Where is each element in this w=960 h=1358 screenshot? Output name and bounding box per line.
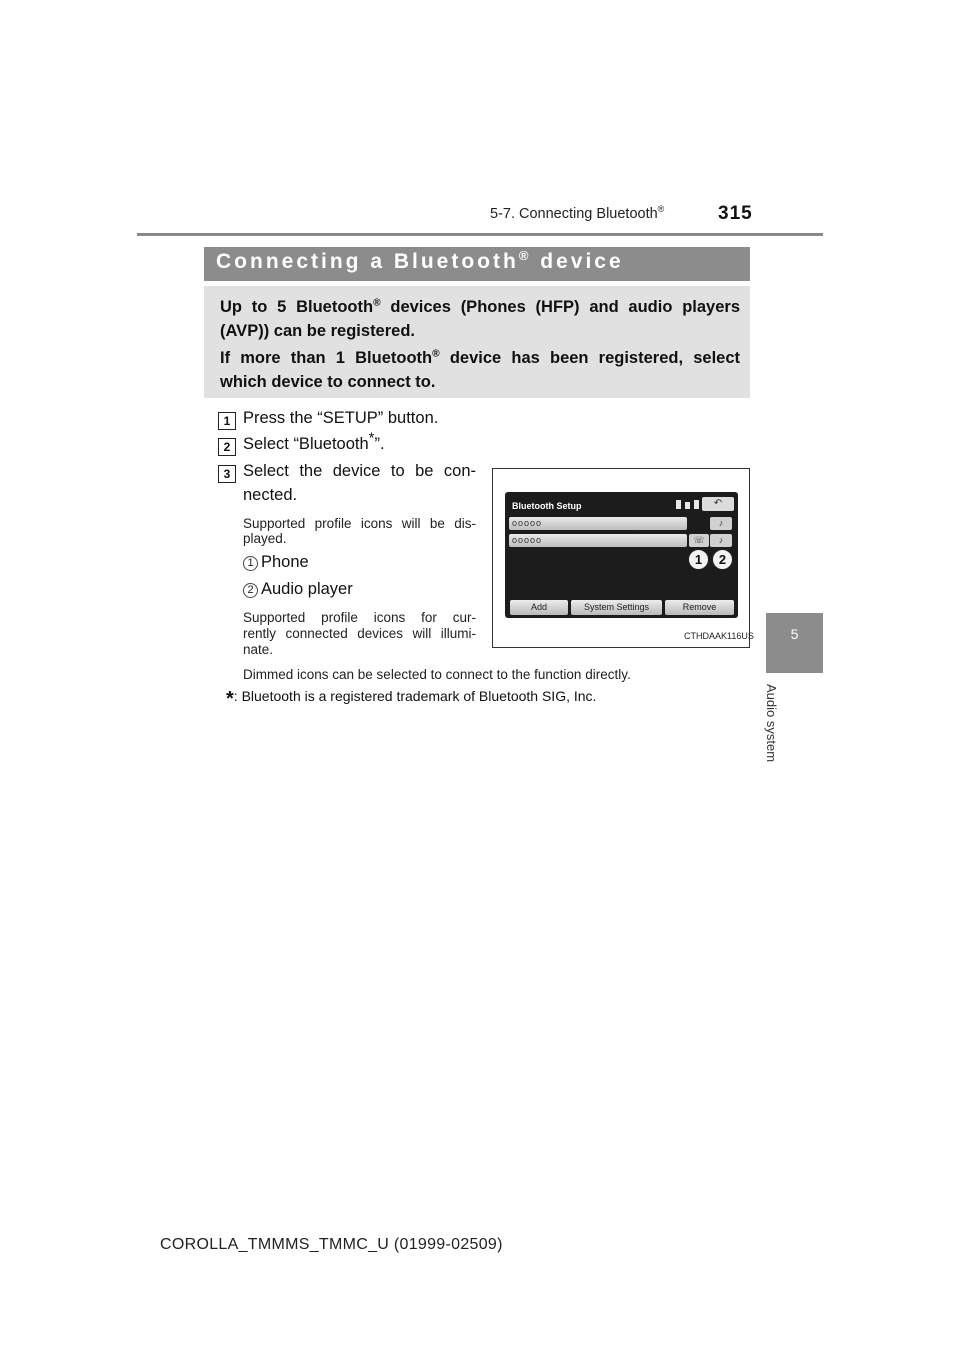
remove-button[interactable]: Remove (665, 600, 734, 615)
header-rule (137, 233, 823, 236)
item-number: 2 (243, 583, 258, 598)
note-text: rently connected devices will illumi- (243, 626, 476, 641)
item-number: 1 (243, 556, 258, 571)
callout-1: 1 (688, 549, 709, 570)
note-text: played. (243, 531, 287, 546)
callout-2: 2 (712, 549, 733, 570)
phone-icon[interactable]: ☏ (689, 534, 709, 547)
item-label: Audio player (261, 580, 353, 598)
step-number: 3 (218, 465, 236, 483)
intro-line-3: If more than 1 Bluetooth® device has been registered, select (220, 348, 741, 367)
battery-icon (694, 500, 699, 509)
step-number: 2 (218, 438, 236, 456)
device-row[interactable]: ooooo (509, 517, 687, 530)
chapter-label: Audio system (764, 684, 779, 763)
chapter-tab (766, 613, 823, 673)
step-number: 1 (218, 412, 236, 430)
bluetooth-status-icon (676, 500, 681, 509)
figure-code: CTHDAAK116US (684, 631, 754, 641)
step-text: Press the “SETUP” button. (243, 409, 439, 427)
intro-line-2: (AVP)) can be registered. (220, 322, 415, 340)
document-footer: COROLLA_TMMMS_TMMC_U (01999-02509) (160, 1236, 503, 1253)
audio-player-icon[interactable]: ♪ (710, 517, 732, 530)
step-text: Select “Bluetooth*”. (243, 430, 385, 453)
note-text: Dimmed icons can be selected to connect to the function directly. (243, 667, 631, 682)
intro-line-4: which device to connect to. (220, 373, 436, 391)
item-label: Phone (261, 553, 309, 571)
header-section: 5-7. Connecting Bluetooth® (490, 204, 665, 222)
system-settings-button[interactable]: System Settings (571, 600, 662, 615)
step-text: Select the device to be con- (243, 462, 476, 480)
device-row[interactable]: ooooo (509, 534, 687, 547)
page-title: Connecting a Bluetooth® device (216, 248, 624, 273)
page-number: 315 (718, 203, 753, 224)
chapter-number: 5 (790, 626, 799, 642)
screen-title: Bluetooth Setup (512, 501, 582, 511)
add-button[interactable]: Add (510, 600, 568, 615)
note-text: Supported profile icons will be dis- (243, 516, 476, 531)
footnote: *: Bluetooth is a registered trademark of Bluetooth SIG, Inc. (226, 688, 597, 710)
signal-icon (685, 502, 690, 509)
step-text: nected. (243, 486, 298, 504)
intro-line-1: Up to 5 Bluetooth® devices (Phones (HFP) and audio players (220, 297, 740, 316)
back-button[interactable]: ↶ (702, 497, 734, 511)
audio-player-icon[interactable]: ♪ (710, 534, 732, 547)
note-text: Supported profile icons for cur- (243, 610, 476, 625)
note-text: nate. (243, 642, 274, 657)
